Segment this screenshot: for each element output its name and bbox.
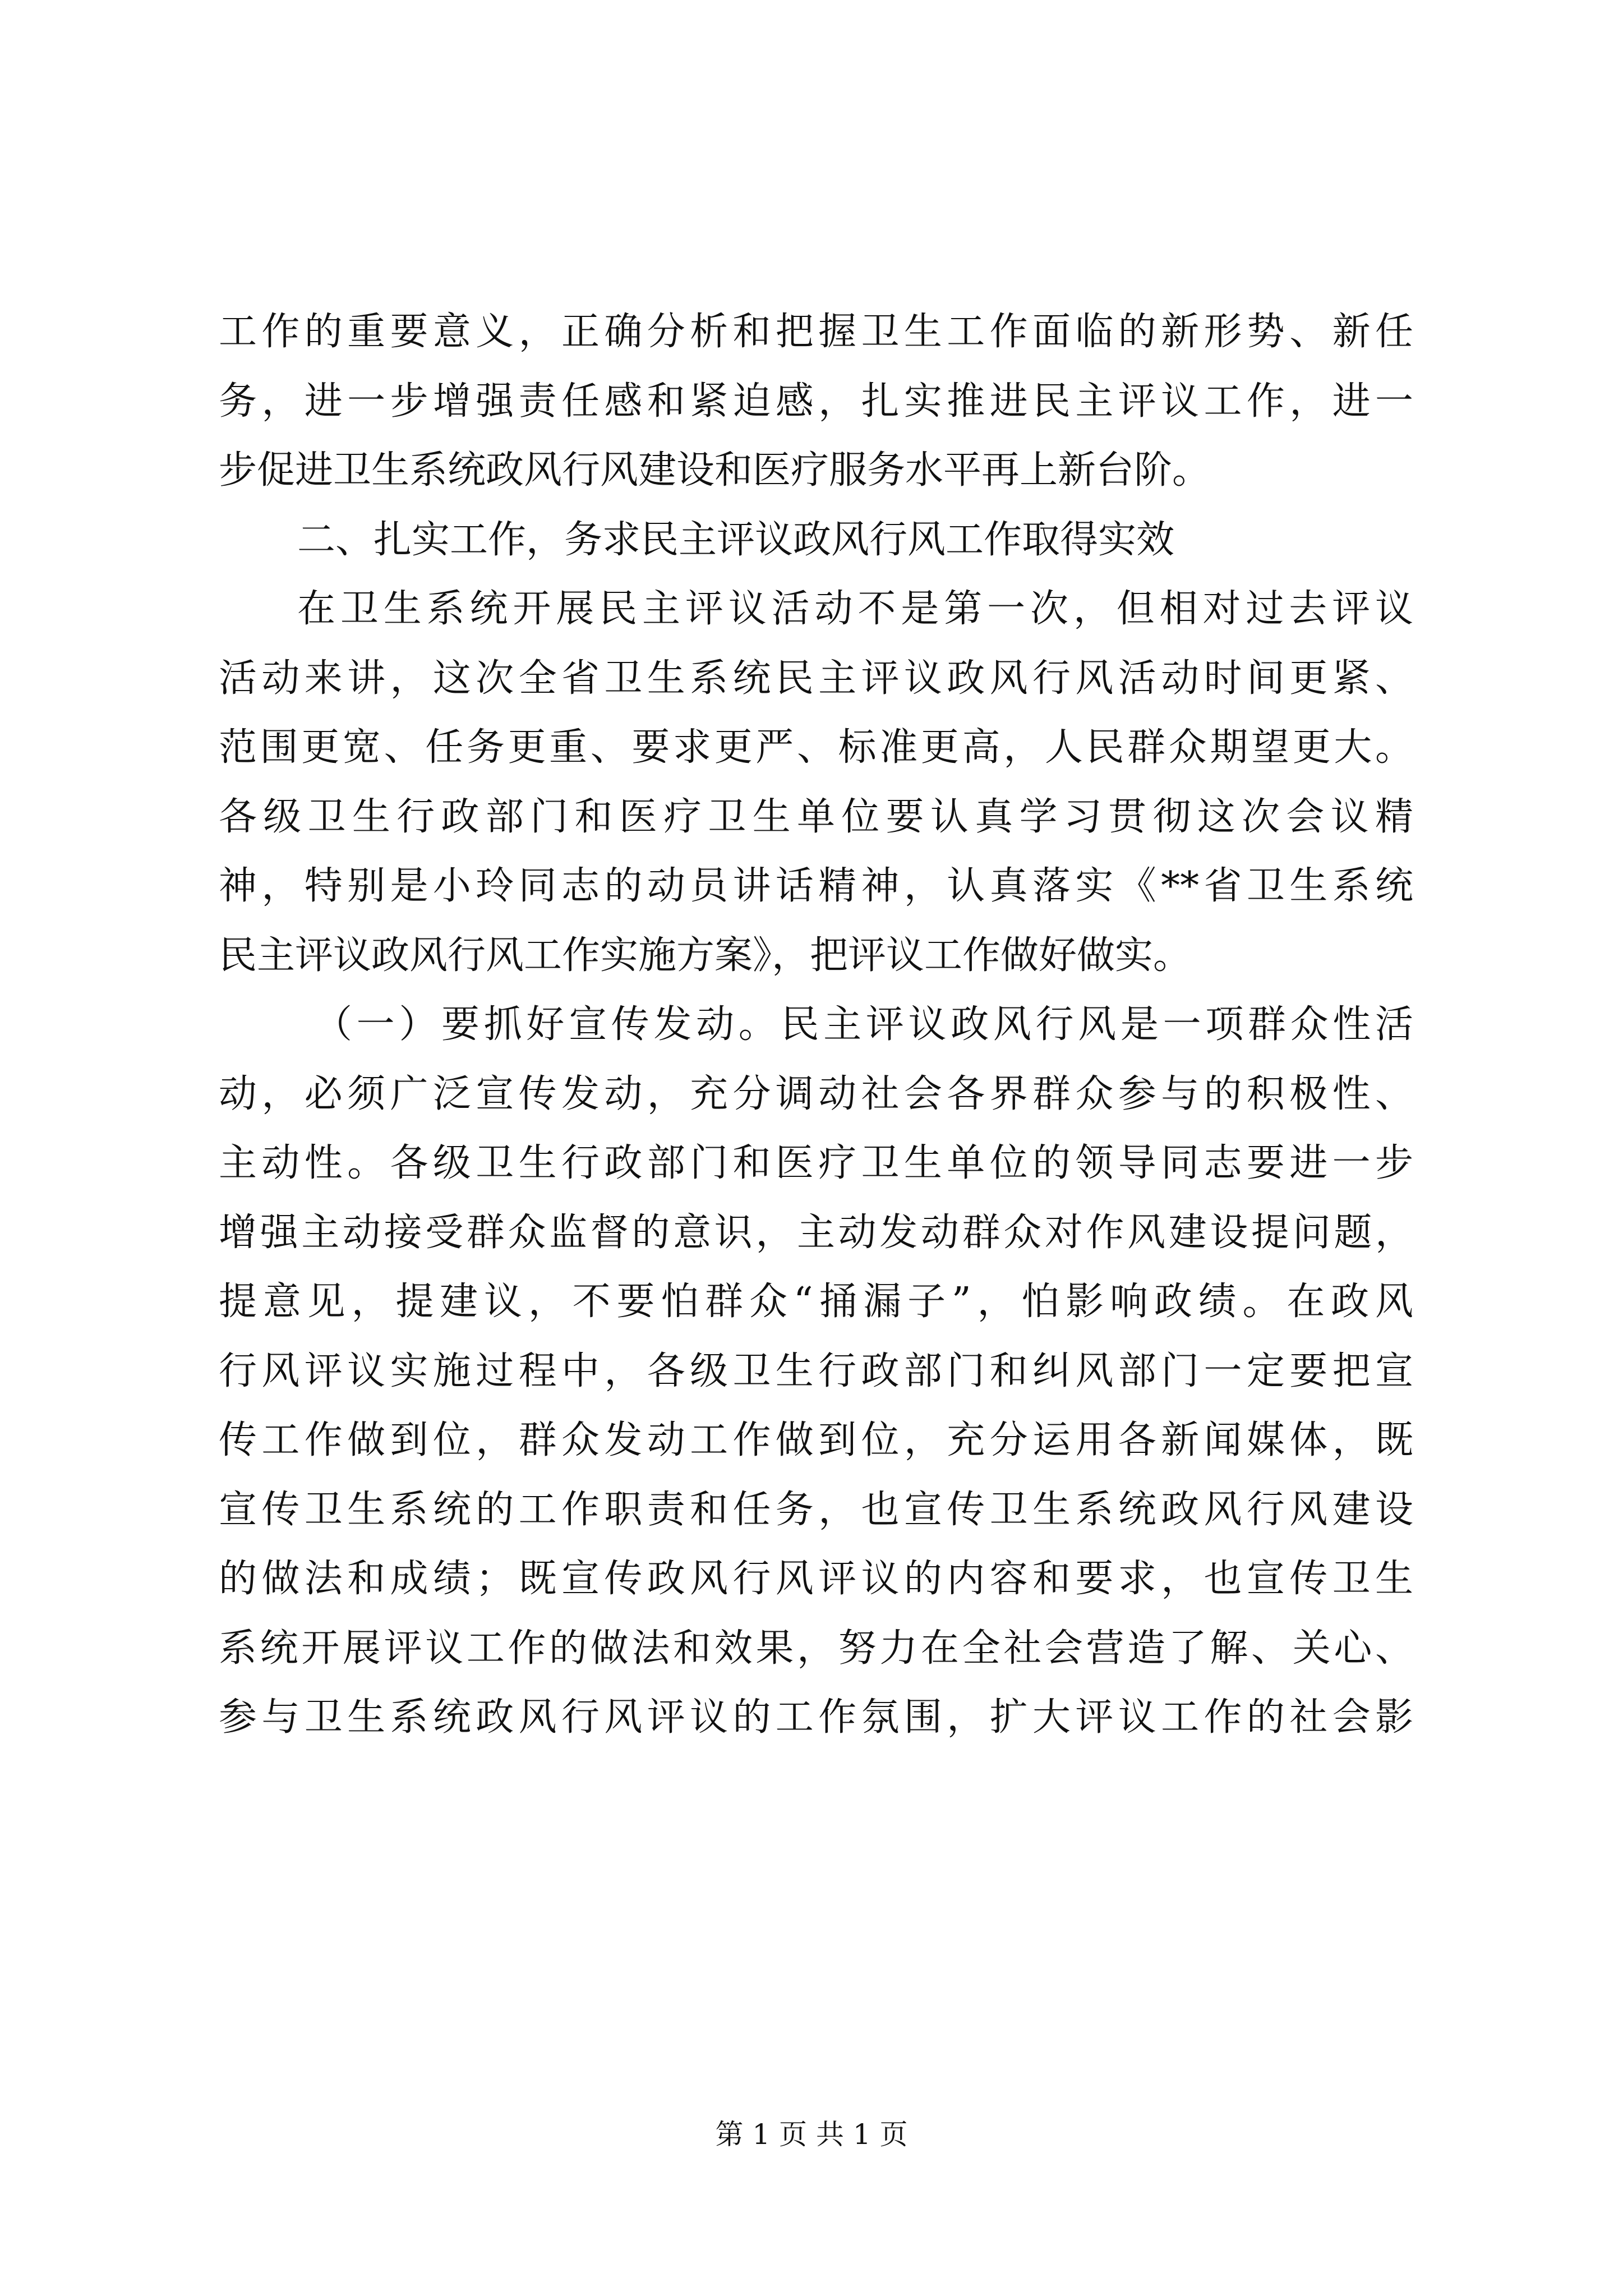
- body-line: 在卫生系统开展民主评议活动不是第一次，但相对过去评议: [297, 587, 1413, 631]
- body-line: 参与卫生系统政风行风评议的工作氛围，扩大评议工作的社会影: [219, 1695, 1413, 1740]
- body-line: 增强主动接受群众监督的意识，主动发动群众对作风建设提问题，: [219, 1210, 1413, 1255]
- body-line: 各级卫生行政部门和医疗卫生单位要认真学习贯彻这次会议精: [219, 794, 1413, 839]
- body-line: 宣传卫生系统的工作职责和任务，也宣传卫生系统政风行风建设: [219, 1487, 1413, 1532]
- body-line: 步促进卫生系统政风行风建设和医疗服务水平再上新台阶。: [219, 448, 1211, 493]
- body-line: 工作的重要意义，正确分析和把握卫生工作面临的新形势、新任: [219, 310, 1413, 354]
- body-line: 民主评议政风行风工作实施方案》，把评议工作做好做实。: [219, 933, 1192, 978]
- subsection-line: （一）要抓好宣传发动。民主评议政风行风是一项群众性活: [314, 1002, 1413, 1047]
- body-line: 务，进一步增强责任感和紧迫感，扎实推进民主评议工作，进一: [219, 379, 1413, 424]
- body-line: 系统开展评议工作的做法和效果，努力在全社会营造了解、关心、: [219, 1626, 1413, 1671]
- section-heading: 二、扎实工作，务求民主评议政风行风工作取得实效: [297, 517, 1175, 562]
- body-line: 主动性。各级卫生行政部门和医疗卫生单位的领导同志要进一步: [219, 1141, 1413, 1185]
- body-line: 行风评议实施过程中，各级卫生行政部门和纠风部门一定要把宣: [219, 1349, 1413, 1393]
- body-line: 传工作做到位，群众发动工作做到位，充分运用各新闻媒体，既: [219, 1418, 1413, 1462]
- page-footer: 第 1 页 共 1 页: [715, 2118, 908, 2151]
- body-line: 神，特别是小玲同志的动员讲话精神，认真落实《**省卫生系统: [219, 864, 1413, 908]
- body-line: 提意见，提建议，不要怕群众“捅漏子”，怕影响政绩。在政风: [219, 1280, 1413, 1324]
- document-body: [219, 297, 1413, 1752]
- body-line: 的做法和成绩；既宣传政风行风评议的内容和要求，也宣传卫生: [219, 1557, 1413, 1601]
- body-line: 活动来讲，这次全省卫生系统民主评议政风行风活动时间更紧、: [219, 656, 1413, 701]
- body-line: 动，必须广泛宣传发动，充分调动社会各界群众参与的积极性、: [219, 1071, 1413, 1116]
- body-line: 范围更宽、任务更重、要求更严、标准更高，人民群众期望更大。: [219, 725, 1413, 770]
